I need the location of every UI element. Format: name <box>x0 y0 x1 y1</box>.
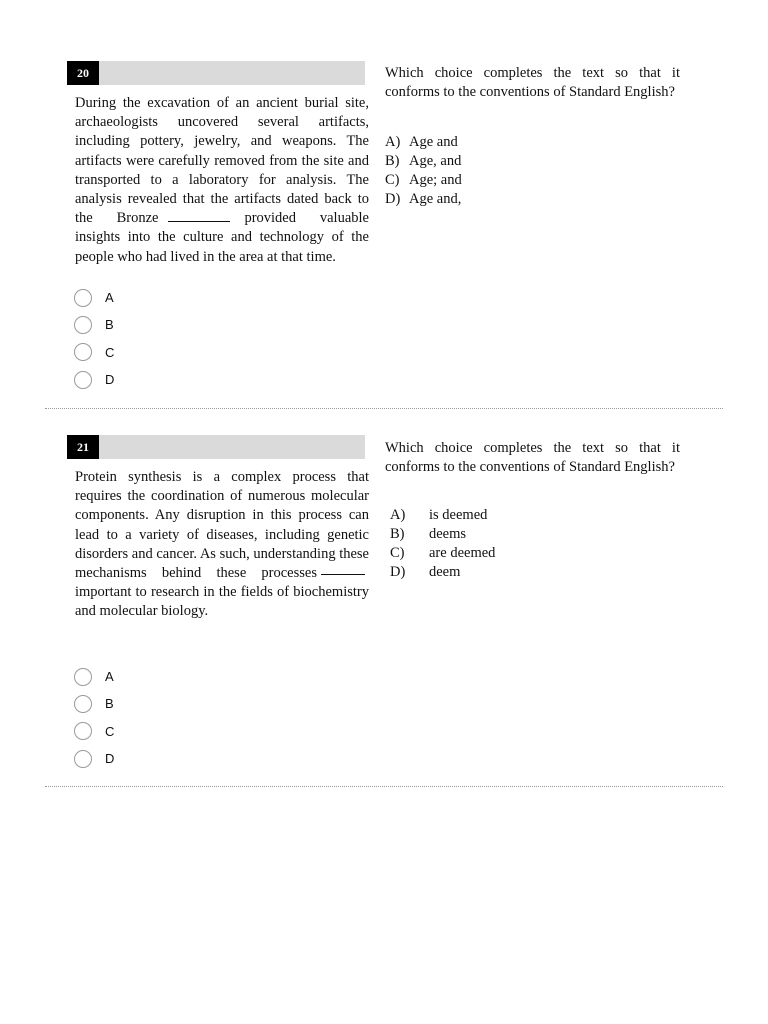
question-20 <box>0 0 768 410</box>
passage-text-before: During the excavation of an ancient burial site, archaeologists uncovered several artifacts, including pottery, jewelry, and weapons. The artifacts were carefully removed from the site and transported to a laboratory for analysis. The analysis revealed that the artifacts dated back to the Bronze <box>75 95 369 227</box>
answer-option-label: B <box>105 696 114 712</box>
choice-list <box>385 506 675 582</box>
choice-a <box>385 506 675 525</box>
choice-text: are deemed <box>429 545 496 561</box>
choice-d <box>385 563 675 582</box>
answer-option-b[interactable] <box>74 311 194 338</box>
question-divider <box>45 786 723 787</box>
answer-option-b[interactable] <box>74 690 194 717</box>
question-prompt: Which choice completes the text so that it conforms to the conventions of Standard English? <box>385 440 680 476</box>
passage-text-before: Protein synthesis is a complex process that requires the coordination of numerous molecular components. Any disruption in this process can lead to a variety of diseases, including genetic disorders and cancer. As such, understanding these mechanisms behind these processes <box>75 469 369 582</box>
question-21 <box>0 410 768 790</box>
choice-text: Age and <box>409 134 458 150</box>
answer-option-label: C <box>105 344 115 360</box>
answer-options <box>74 663 194 772</box>
passage-text-after: provided valuable insights into the culture and technology of the people who had lived in the area at that time. <box>75 210 369 265</box>
choice-letter: A) <box>385 134 401 150</box>
question-prompt: Which choice completes the text so that it conforms to the conventions of Standard English? <box>385 65 680 101</box>
passage <box>75 94 369 267</box>
choice-c <box>385 544 675 563</box>
answer-option-d[interactable] <box>74 745 194 772</box>
choice-text: Age; and <box>409 172 462 188</box>
choice-text: is deemed <box>429 507 488 523</box>
answer-option-c[interactable] <box>74 339 194 366</box>
choice-a <box>385 133 675 152</box>
passage <box>75 468 369 622</box>
answer-option-label: D <box>105 751 115 767</box>
choice-text: Age and, <box>409 191 462 207</box>
question-header <box>67 435 365 459</box>
answer-option-label: A <box>105 669 114 685</box>
radio-button-icon[interactable] <box>74 668 92 686</box>
answer-option-label: A <box>105 290 114 306</box>
answer-option-label: C <box>105 723 115 739</box>
question-header <box>67 61 365 85</box>
choice-letter: B) <box>390 526 405 542</box>
choice-text: Age, and <box>409 153 462 169</box>
radio-button-icon[interactable] <box>74 695 92 713</box>
choice-letter: D) <box>390 564 406 580</box>
radio-button-icon[interactable] <box>74 343 92 361</box>
choice-b <box>385 525 675 544</box>
radio-button-icon[interactable] <box>74 750 92 768</box>
choice-text: deem <box>429 564 461 580</box>
answer-option-a[interactable] <box>74 663 194 690</box>
answer-option-a[interactable] <box>74 284 194 311</box>
radio-button-icon[interactable] <box>74 722 92 740</box>
radio-button-icon[interactable] <box>74 289 92 307</box>
choice-letter: C) <box>390 545 405 561</box>
choice-list <box>385 133 675 209</box>
answer-option-c[interactable] <box>74 718 194 745</box>
choice-c <box>385 171 675 190</box>
question-divider <box>45 408 723 409</box>
answer-blank <box>168 209 230 222</box>
question-number: 21 <box>67 435 99 459</box>
radio-button-icon[interactable] <box>74 371 92 389</box>
choice-letter: D) <box>385 191 401 207</box>
answer-option-label: B <box>105 317 114 333</box>
answer-option-d[interactable] <box>74 366 194 393</box>
choice-d <box>385 190 675 209</box>
passage-text-after: important to research in the fields of biochemistry and molecular biology. <box>75 584 369 620</box>
choice-letter: B) <box>385 153 400 169</box>
choice-letter: C) <box>385 172 400 188</box>
choice-text: deems <box>429 526 467 542</box>
choice-b <box>385 152 675 171</box>
radio-button-icon[interactable] <box>74 316 92 334</box>
choice-letter: A) <box>390 507 406 523</box>
answer-option-label: D <box>105 372 115 388</box>
answer-options <box>74 284 194 393</box>
answer-blank <box>321 573 365 575</box>
question-number: 20 <box>67 61 99 85</box>
